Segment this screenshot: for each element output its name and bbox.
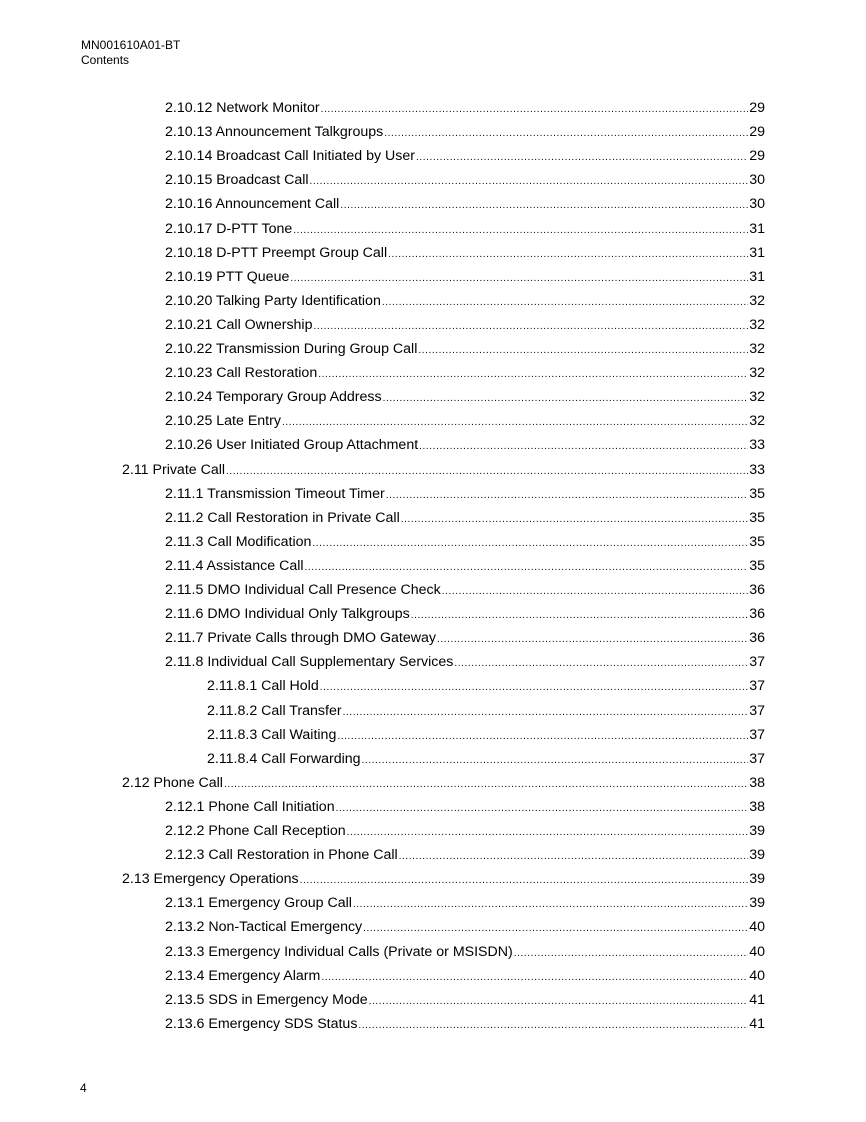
toc-entry-page: 31: [749, 220, 765, 237]
toc-entry-title: 2.13.2 Non-Tactical Emergency: [165, 919, 363, 936]
toc-entry-title: 2.10.22 Transmission During Group Call: [165, 341, 418, 357]
toc-entry[interactable]: [165, 387, 765, 407]
toc-entry-title: 2.10.16 Announcement Call: [165, 196, 340, 213]
toc-entry[interactable]: [165, 339, 765, 359]
toc-entry-title: 2.13 Emergency Operations: [122, 871, 299, 888]
dot-leader: [224, 775, 748, 795]
toc-entry-page: 37: [749, 678, 765, 695]
toc-entry-page: 36: [749, 630, 765, 647]
toc-entry-title: 2.13.4 Emergency Alarm: [165, 967, 321, 984]
toc-entry-page: 36: [749, 582, 765, 598]
dot-leader: [401, 510, 748, 530]
toc-entry[interactable]: [165, 917, 765, 937]
toc-entry[interactable]: [165, 291, 765, 311]
dot-leader: [411, 606, 748, 626]
toc-entry[interactable]: [122, 869, 765, 889]
toc-entry-title: 2.13.3 Emergency Individual Calls (Private or MSISDN): [165, 943, 513, 960]
toc-entry-title: 2.11.1 Transmission Timeout Timer: [165, 485, 385, 502]
toc-entry-page: 39: [749, 895, 765, 912]
toc-entry[interactable]: [165, 508, 765, 528]
toc-entry[interactable]: [165, 1014, 765, 1034]
toc-entry-title: 2.12.2 Phone Call Reception: [165, 823, 346, 839]
toc-entry-title: 2.11.2 Call Restoration in Private Call: [165, 509, 400, 526]
toc-entry[interactable]: [122, 460, 765, 480]
toc-entry-page: 35: [749, 509, 765, 526]
dot-leader: [384, 124, 748, 144]
dot-leader: [318, 365, 748, 385]
toc-entry[interactable]: [165, 146, 765, 166]
dot-leader: [321, 968, 748, 988]
dot-leader: [454, 654, 748, 674]
toc-entry-title: 2.10.20 Talking Party Identification: [165, 292, 381, 309]
toc-entry-page: 32: [749, 389, 765, 406]
document-id: MN001610A01-BT: [81, 38, 181, 52]
toc-entry-page: 37: [749, 726, 765, 743]
dot-leader: [312, 534, 748, 554]
toc-entry-page: 38: [749, 798, 765, 815]
toc-entry-page: 39: [749, 871, 765, 888]
toc-entry-title: 2.10.23 Call Restoration: [165, 365, 318, 382]
toc-entry-page: 29: [749, 124, 765, 141]
toc-entry[interactable]: [165, 363, 765, 383]
toc-entry-page: 31: [749, 268, 765, 285]
toc-entry-page: 40: [749, 967, 765, 984]
toc-entry-title: 2.11.8 Individual Call Supplementary Services: [165, 654, 454, 671]
toc-entry-page: 37: [749, 702, 765, 719]
toc-entry-title: 2.11 Private Call: [122, 461, 226, 478]
toc-entry-page: 38: [749, 774, 765, 791]
toc-entry-page: 33: [749, 461, 765, 478]
toc-entry-title: 2.11.5 DMO Individual Call Presence Check: [165, 582, 441, 598]
toc-entry[interactable]: [165, 315, 765, 335]
toc-entry[interactable]: [165, 966, 765, 986]
toc-entry-title: 2.10.24 Temporary Group Address: [165, 389, 382, 406]
dot-leader: [300, 871, 749, 891]
toc-entry-title: 2.10.18 D-PTT Preempt Group Call: [165, 244, 388, 261]
toc-entry-title: 2.10.13 Announcement Talkgroups: [165, 124, 384, 141]
toc-entry-page: 40: [749, 943, 765, 960]
toc-entry-title: 2.11.8.2 Call Transfer: [207, 702, 342, 719]
toc-entry-title: 2.11.8.3 Call Waiting: [207, 726, 337, 743]
toc-entry[interactable]: [165, 194, 765, 214]
toc-entry-title: 2.11.6 DMO Individual Only Talkgroups: [165, 606, 410, 623]
dot-leader: [337, 727, 748, 747]
toc-entry-page: 41: [749, 991, 765, 1008]
toc-entry-page: 32: [749, 365, 765, 382]
dot-leader: [418, 341, 748, 361]
toc-entry-page: 41: [749, 1015, 765, 1032]
dot-leader: [347, 823, 749, 843]
dot-leader: [514, 944, 748, 964]
toc-entry-page: 40: [749, 919, 765, 936]
toc-entry-page: 31: [749, 244, 765, 261]
page-number: 4: [80, 1081, 87, 1095]
dot-leader: [388, 245, 748, 265]
dot-leader: [416, 148, 748, 168]
toc-entry-title: 2.10.26 User Initiated Group Attachment: [165, 437, 419, 454]
toc-entry-title: 2.12 Phone Call: [122, 774, 223, 791]
toc-entry-page: 35: [749, 533, 765, 550]
dot-leader: [321, 100, 749, 120]
toc-entry[interactable]: [207, 676, 765, 696]
toc-entry-page: 35: [749, 557, 765, 574]
toc-entry[interactable]: [165, 484, 765, 504]
toc-entry[interactable]: [165, 604, 765, 624]
toc-entry[interactable]: [165, 98, 765, 118]
dot-leader: [293, 221, 748, 241]
toc-entry[interactable]: [165, 435, 765, 455]
toc-entry-page: 35: [749, 485, 765, 502]
toc-entry[interactable]: [165, 532, 765, 552]
toc-entry[interactable]: [165, 580, 765, 600]
toc-entry[interactable]: [165, 821, 765, 841]
toc-entry-page: 32: [749, 292, 765, 309]
toc-entry[interactable]: [165, 990, 765, 1010]
toc-entry-title: 2.10.15 Broadcast Call: [165, 172, 309, 189]
toc-entry-title: 2.13.6 Emergency SDS Status: [165, 1015, 358, 1032]
toc-entry[interactable]: [165, 845, 765, 865]
dot-leader: [290, 269, 748, 289]
dot-leader: [386, 486, 748, 506]
dot-leader: [343, 703, 749, 723]
dot-leader: [353, 895, 748, 915]
dot-leader: [305, 558, 749, 578]
toc-entry-title: 2.11.8.1 Call Hold: [207, 678, 319, 695]
toc-entry-title: 2.10.12 Network Monitor: [165, 100, 320, 116]
toc-entry[interactable]: [165, 267, 765, 287]
toc-entry-page: 32: [749, 341, 765, 357]
toc-entry-page: 32: [749, 316, 765, 333]
toc-entry[interactable]: [165, 556, 765, 576]
toc-entry-title: 2.13.1 Emergency Group Call: [165, 895, 352, 912]
dot-leader: [399, 847, 749, 867]
dot-leader: [320, 678, 748, 698]
toc-entry[interactable]: [165, 797, 765, 817]
toc-entry-page: 30: [749, 196, 765, 213]
dot-leader: [358, 1016, 748, 1036]
dot-leader: [437, 630, 748, 650]
dot-leader: [363, 919, 748, 939]
toc-entry-page: 37: [749, 750, 765, 767]
page-header: [81, 38, 180, 68]
toc-entry-title: 2.12.3 Call Restoration in Phone Call: [165, 847, 398, 864]
toc-entry[interactable]: [165, 170, 765, 190]
dot-leader: [313, 317, 748, 337]
dot-leader: [336, 799, 749, 819]
toc-entry-title: 2.11.7 Private Calls through DMO Gateway: [165, 630, 436, 647]
toc-entry-page: 39: [749, 823, 765, 839]
toc-entry-page: 33: [749, 437, 765, 454]
toc-entry-page: 30: [749, 172, 765, 189]
toc-entry[interactable]: [122, 773, 765, 793]
toc-entry[interactable]: [165, 628, 765, 648]
toc-entry[interactable]: [207, 701, 765, 721]
toc-entry-title: 2.12.1 Phone Call Initiation: [165, 798, 335, 815]
dot-leader: [340, 196, 748, 216]
toc-entry-title: 2.11.8.4 Call Forwarding: [207, 750, 361, 767]
toc-entry[interactable]: [165, 652, 765, 672]
dot-leader: [382, 293, 748, 313]
toc-entry-title: 2.10.19 PTT Queue: [165, 268, 290, 285]
toc-entry-page: 37: [749, 654, 765, 671]
dot-leader: [310, 172, 749, 192]
dot-leader: [419, 437, 748, 457]
dot-leader: [226, 462, 748, 482]
toc-entry[interactable]: [165, 219, 765, 239]
toc-entry-page: 29: [749, 100, 765, 116]
toc-entry-page: 36: [749, 606, 765, 623]
toc-entry-title: 2.10.25 Late Entry: [165, 413, 281, 430]
toc-entry-title: 2.10.14 Broadcast Call Initiated by User: [165, 148, 415, 165]
toc-entry[interactable]: [207, 749, 765, 769]
toc-entry-title: 2.10.21 Call Ownership: [165, 316, 313, 333]
toc-entry-title: 2.10.17 D-PTT Tone: [165, 220, 293, 237]
toc-entry[interactable]: [165, 893, 765, 913]
toc-entry[interactable]: [165, 411, 765, 431]
toc-entry[interactable]: [165, 243, 765, 263]
dot-leader: [442, 582, 748, 602]
dot-leader: [383, 389, 749, 409]
toc-entry-page: 29: [749, 148, 765, 165]
toc-entry-title: 2.13.5 SDS in Emergency Mode: [165, 991, 368, 1008]
toc-entry-page: 39: [749, 847, 765, 864]
dot-leader: [362, 751, 749, 771]
toc-entry-page: 32: [749, 413, 765, 430]
dot-leader: [282, 413, 748, 433]
toc-entry-title: 2.11.3 Call Modification: [165, 533, 312, 550]
section-title: Contents: [81, 53, 130, 67]
toc-entry[interactable]: [207, 725, 765, 745]
toc-entry[interactable]: [165, 942, 765, 962]
toc-entry[interactable]: [165, 122, 765, 142]
toc-entry-title: 2.11.4 Assistance Call: [165, 557, 304, 574]
dot-leader: [369, 992, 749, 1012]
